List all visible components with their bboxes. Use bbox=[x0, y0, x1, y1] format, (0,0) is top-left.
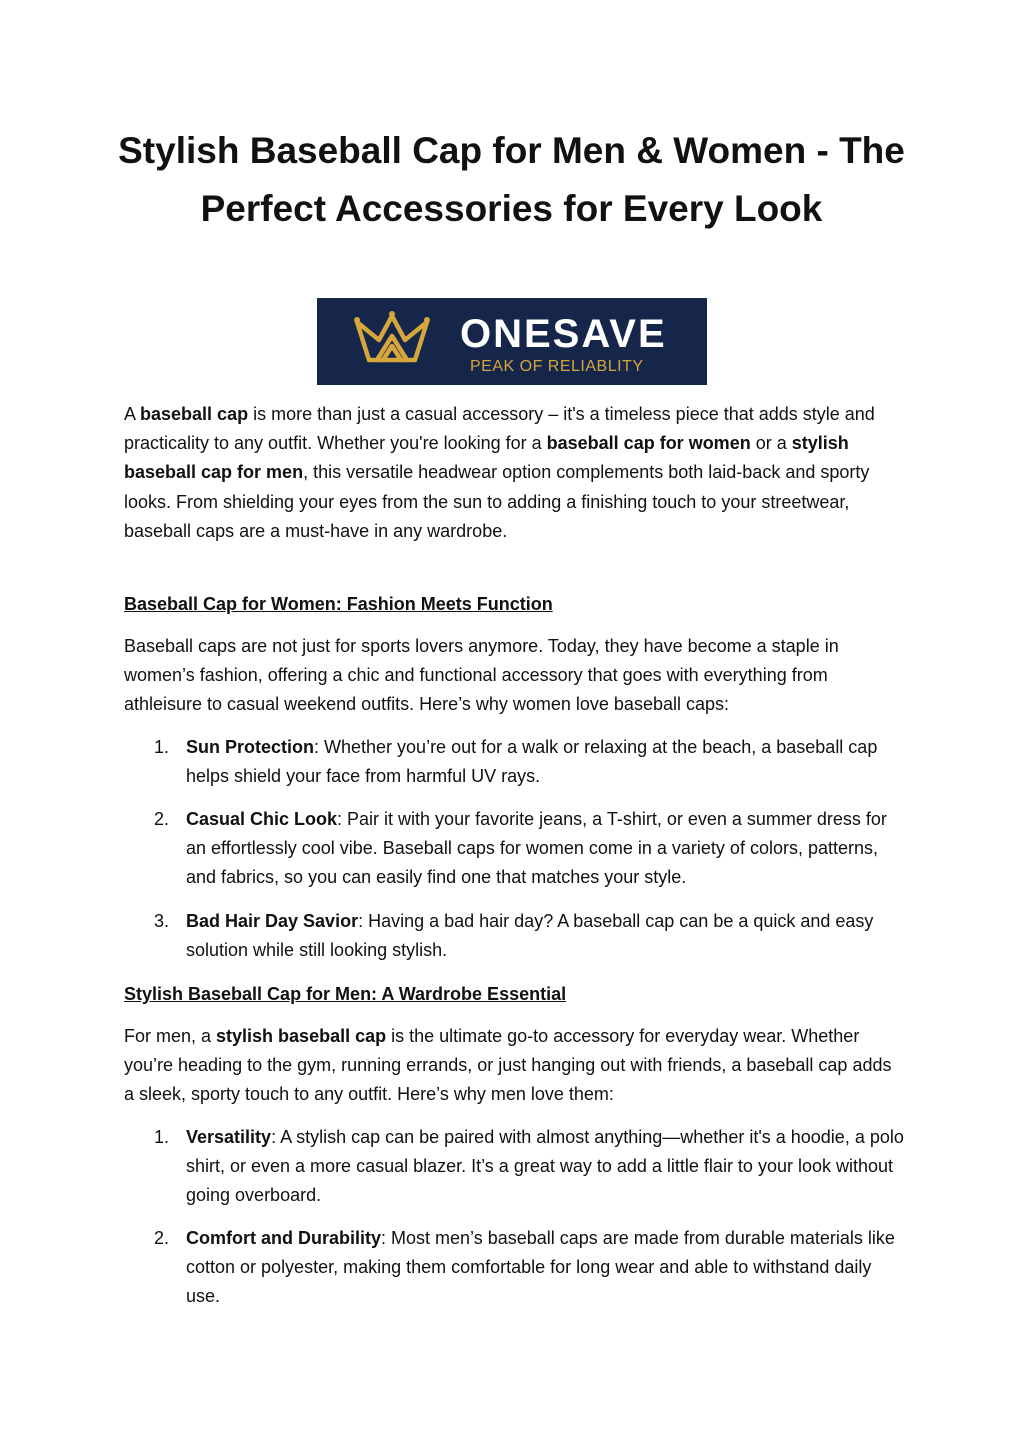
text-run: or a bbox=[750, 433, 792, 454]
women-intro-paragraph: Baseball caps are not just for sports lovers anymore. Today, they have become a staple in women’s fashion, offering a chic and functional accessory that goes with everything from athleisure to casual weekend outfits. Here’s why women love baseball caps: bbox=[124, 636, 839, 715]
list-term: Versatility bbox=[186, 1127, 272, 1147]
text-run: A bbox=[124, 404, 141, 424]
list-number: 3. bbox=[154, 911, 170, 931]
logo-tagline: PEAK OF RELIABLITY bbox=[470, 358, 644, 375]
list-item-text bbox=[186, 733, 904, 791]
list-number: 2. bbox=[154, 809, 170, 829]
logo-wordmark: ONESAVE bbox=[460, 312, 667, 356]
list-item-text bbox=[186, 907, 904, 965]
list-term: Bad Hair Day Savior bbox=[186, 911, 359, 931]
list-item-text bbox=[186, 1224, 904, 1312]
list-desc: : A stylish cap can be paired with almost anything—whether it's a hoodie, a polo shirt, or even a more casual blazer. It’s a great way to add a little flair to your look without going overboard. bbox=[186, 1127, 904, 1206]
section-heading-women: Baseball Cap for Women: Fashion Meets Function bbox=[124, 594, 553, 614]
list-desc: : Most men’s baseball caps are made from durable materials like cotton or polyester, making them comfortable for long wear and able to withstand daily use. bbox=[186, 1228, 895, 1307]
text-run: is more than just a casual accessory – it's a timeless piece that adds style and practicality to any outfit. Whether you're looking for a bbox=[124, 404, 875, 454]
list-term: Casual Chic Look bbox=[186, 809, 338, 829]
men-intro-paragraph bbox=[124, 1022, 904, 1110]
list-desc: : Pair it with your favorite jeans, a T-shirt, or even a summer dress for an effortlessly cool vibe. Baseball caps for women come in a variety of colors, patterns, and fabrics, so you can easily find one that matches your style. bbox=[186, 809, 887, 888]
text-run: is the ultimate go-to accessory for everyday wear. Whether you’re heading to the gym, running errands, or just hanging out with friends, a baseball cap adds a sleek, sporty touch to any outfit. Here’s why men love them: bbox=[124, 1026, 892, 1105]
list-item-text bbox=[186, 1123, 904, 1211]
bold-run: baseball cap for women bbox=[546, 433, 751, 454]
list-desc: : Having a bad hair day? A baseball cap can be a quick and easy solution while still looking stylish. bbox=[186, 911, 874, 961]
section-heading-men: Stylish Baseball Cap for Men: A Wardrobe Essential bbox=[124, 984, 567, 1004]
bold-run: baseball cap bbox=[140, 404, 249, 424]
list-number: 1. bbox=[154, 1127, 170, 1147]
list-number: 1. bbox=[154, 737, 170, 757]
text-run: For men, a bbox=[124, 1026, 217, 1046]
text-run: , this versatile headwear option complements both laid-back and sporty looks. From shielding your eyes from the sun to adding a finishing touch to your streetwear, baseball caps are a must-have in any wardrobe. bbox=[124, 462, 870, 541]
brand-logo bbox=[317, 298, 707, 385]
list-item-text bbox=[186, 805, 904, 893]
bold-run: stylish baseball cap for men bbox=[124, 433, 849, 483]
page-title: Stylish Baseball Cap for Men & Women - The Perfect Accessories for Every Look bbox=[118, 130, 905, 229]
list-term: Comfort and Durability bbox=[186, 1228, 382, 1248]
crown-icon bbox=[317, 298, 467, 385]
list-term: Sun Protection bbox=[186, 737, 315, 757]
list-desc: : Whether you’re out for a walk or relaxing at the beach, a baseball cap helps shield your face from harmful UV rays. bbox=[186, 737, 878, 787]
list-number: 2. bbox=[154, 1228, 170, 1248]
intro-paragraph bbox=[124, 400, 904, 546]
bold-run: stylish baseball cap bbox=[216, 1026, 387, 1046]
